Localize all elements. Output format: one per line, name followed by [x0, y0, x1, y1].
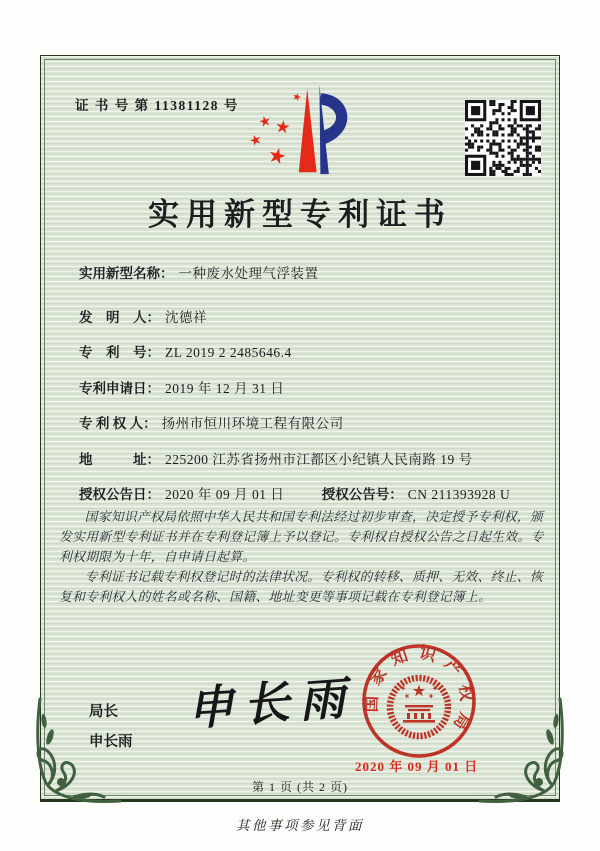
field-value: 225200 江苏省扬州市江都区小纪镇人民南路 19 号	[165, 452, 473, 467]
field-label: 授权公告日：	[79, 487, 160, 502]
cnipa-logo-icon	[243, 82, 363, 176]
field-label: 实用新型名称：	[79, 266, 174, 281]
legal-paragraph-2: 专利证书记载专利权登记时的法律状况。专利权的转移、质押、无效、终止、恢复和专利权人的姓名或名称、国籍、地址变更等事项记载在专利登记簿上。	[59, 569, 543, 604]
back-note: 其他事项参见背面	[236, 818, 364, 833]
legal-paragraph-1: 国家知识产权局依照中华人民共和国专利法经过初步审查，决定授予专利权，颁发实用新型专利证书并在专利登记簿上予以登记。专利权自授权公告之日起生效。专利权期限为十年，自申请日起算。	[59, 510, 544, 564]
commissioner-signature: 申长雨	[185, 672, 357, 735]
field-value: 2020 年 09 月 01 日	[165, 487, 285, 502]
seal-date: 2020 年 09 月 01 日	[355, 759, 479, 774]
field-label: 发 明 人：	[79, 310, 160, 325]
field-value: CN 211393928 U	[407, 487, 511, 502]
certificate-frame	[40, 55, 560, 802]
corner-flourish-icon	[34, 693, 122, 805]
national-emblem-icon	[390, 678, 448, 736]
field-row-filing-date	[79, 377, 549, 397]
field-label: 专利申请日：	[79, 381, 160, 396]
field-row-patent-no	[79, 341, 549, 361]
field-label: 授权公告号：	[321, 487, 403, 502]
field-row-patentee	[79, 412, 549, 432]
field-row-grant	[79, 483, 549, 503]
official-seal	[357, 639, 481, 763]
field-row-inventor	[79, 306, 549, 326]
signer-name: 申长雨	[89, 733, 133, 750]
page-indicator: 第 1 页 (共 2 页)	[252, 780, 348, 794]
field-row-address	[79, 448, 549, 468]
field-value: 一种废水处理气浮装置	[178, 266, 319, 281]
field-row-name	[79, 262, 549, 282]
field-label: 专 利 号：	[79, 345, 160, 360]
field-value: 2019 年 12 月 31 日	[165, 381, 285, 396]
field-value: 扬州市恒川环境工程有限公司	[161, 416, 344, 431]
corner-flourish-icon	[478, 693, 566, 805]
signer-title: 局长	[89, 704, 118, 720]
field-label: 专 利 权 人：	[79, 416, 157, 431]
certificate-number: 证 书 号 第 11381128 号	[75, 98, 239, 113]
field-value: 沈德祥	[165, 310, 207, 325]
qr-code	[465, 100, 541, 176]
seal-ring-text: 国家知识产权局	[361, 642, 477, 742]
certificate-title: 实用新型专利证书	[148, 197, 452, 232]
field-value: ZL 2019 2 2485646.4	[165, 345, 292, 360]
field-label: 地 址：	[79, 452, 160, 467]
legal-text	[59, 508, 545, 608]
